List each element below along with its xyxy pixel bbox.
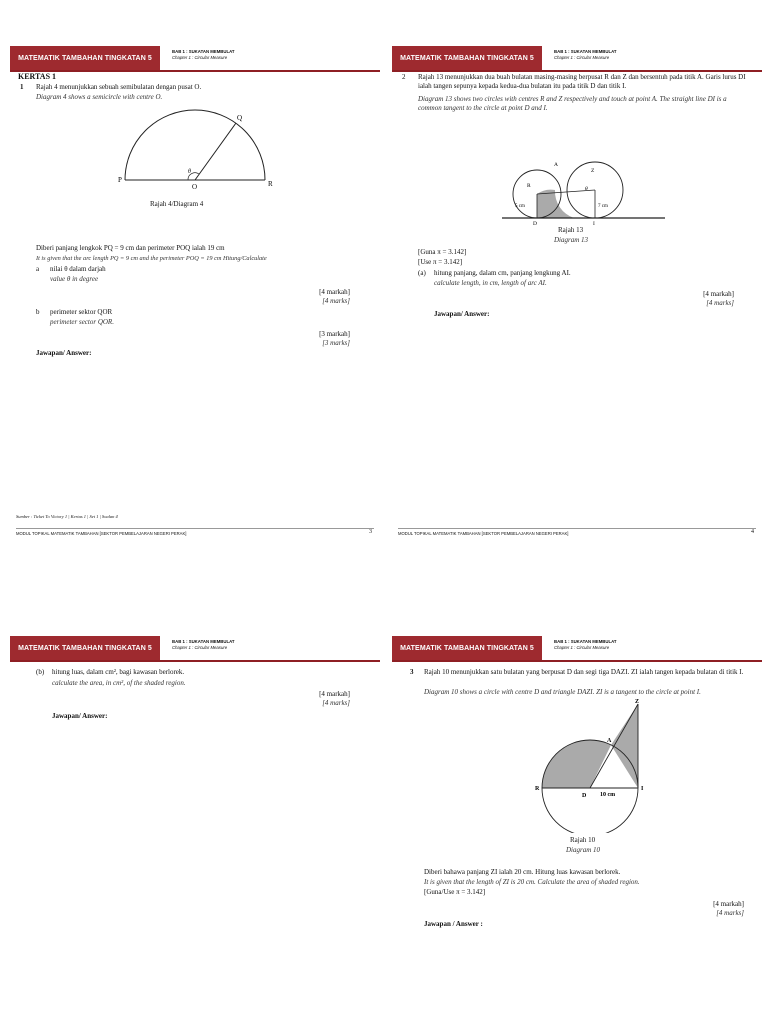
page-number: 4 <box>751 529 754 535</box>
use-pi: [Guna/Use π = 3.142] <box>424 888 486 896</box>
page-4 <box>392 628 762 1024</box>
part-b-en: calculate the area, in cm², of the shaded region. <box>52 679 186 687</box>
label-i: I <box>593 221 595 226</box>
shaded-segment <box>542 740 611 788</box>
two-circles-diagram <box>497 156 672 226</box>
marks-en: [4 marks] <box>716 909 744 917</box>
question-text-en: Diagram 4 shows a semicircle with centre O. <box>36 93 163 101</box>
question-text-en: Diagram 10 shows a circle with centre D and triangle DAZI. ZI is a tangent to the circle at point I. <box>424 688 701 696</box>
label-a: A <box>607 738 612 744</box>
source-note: Sumber : Ticket To Victory 1 | Kertas 1 | Set 1 | Soalan 4 <box>16 514 118 519</box>
part-b-letter: (b) <box>36 668 45 676</box>
marks-en: [4 marks] <box>706 299 734 307</box>
part-a-ms: hitung panjang, dalam cm, panjang lengkung AI. <box>434 269 571 277</box>
part-a-marks-en: [4 marks] <box>322 297 350 305</box>
part-b-marks-en: [3 marks] <box>322 339 350 347</box>
part-b-ms: hitung luas, dalam cm², bagi kawasan berlorek. <box>52 668 185 676</box>
part-b-marks-ms: [3 markah] <box>319 330 350 338</box>
marks-ms: [4 markah] <box>713 900 744 908</box>
diagram-caption-en: Diagram 13 <box>554 236 589 244</box>
label-theta: θ <box>585 186 588 192</box>
label-r: R <box>527 183 531 189</box>
given-text-ms: Diberi bahawa panjang ZI ialah 20 cm. Hitung luas kawasan berlorek. <box>424 868 621 876</box>
part-a-marks-ms: [4 markah] <box>319 288 350 296</box>
given-text-en: It is given that the arc length PQ = 9 cm and the perimeter POQ = 19 cm Hitung/Calculate <box>36 255 267 262</box>
label-d: D <box>533 221 537 226</box>
page-3 <box>10 628 380 1024</box>
diagram-caption-ms: Rajah 10 <box>570 836 596 844</box>
diagram-caption-en: Diagram 10 <box>566 846 601 854</box>
part-b-en: perimeter sector QOR. <box>50 318 114 326</box>
answer-label: Jawapan/ Answer: <box>52 712 108 720</box>
header-chapter: BAB 1 : SUKATAN MEMBULAT Chapter 1 : Circular Measure <box>554 639 617 650</box>
page-header <box>10 46 380 72</box>
label-theta: θ <box>188 169 191 175</box>
label-r: R <box>535 786 540 792</box>
answer-label: Jawapan/ Answer: <box>36 349 92 357</box>
part-a-letter: a <box>36 265 40 273</box>
header-band-title: MATEMATIK TAMBAHAN TINGKATAN 5 <box>392 46 542 70</box>
header-chapter: BAB 1 : SUKATAN MEMBULAT Chapter 1 : Circular Measure <box>172 49 235 60</box>
header-band-title: MATEMATIK TAMBAHAN TINGKATAN 5 <box>10 46 160 70</box>
diagram-caption: Rajah 4/Diagram 4 <box>150 200 204 208</box>
label-10cm: 10 cm <box>600 792 616 798</box>
circle-triangle-diagram <box>532 698 652 833</box>
page-header <box>392 46 762 72</box>
marks-en: [4 marks] <box>322 699 350 707</box>
label-o: O <box>192 183 198 191</box>
page-footer: MODUL TOPIKAL MATEMATIK TAMBAHAN [SEKTOR PEMBELAJARAN NEGERI PERAK] 3 <box>16 529 372 536</box>
page-header <box>10 636 380 662</box>
page-1 <box>10 38 380 538</box>
marks-ms: [4 markah] <box>319 690 350 698</box>
label-5cm: 5 cm <box>515 204 525 209</box>
question-text-ms: Rajah 13 menunjukkan dua buah bulatan masing-masing berpusat R dan Z dan bersentuh pada titik A. Garis lurus DI ialah tangen sepunya kepada kedua-dua bulatan itu pada titik D dan titik I. <box>418 73 746 90</box>
page-footer: MODUL TOPIKAL MATEMATIK TAMBAHAN [SEKTOR PEMBELAJARAN NEGERI PERAK] 4 <box>398 529 754 536</box>
label-z: Z <box>591 168 595 174</box>
question-text-ms: Rajah 10 menunjukkan satu bulatan yang berpusat D dan segi tiga DAZI. ZI ialah tangen kepada bulatan di titik I. <box>424 668 744 676</box>
part-b-ms: perimeter sektor QOR <box>50 308 113 316</box>
marks-ms: [4 markah] <box>703 290 734 298</box>
label-7cm: 7 cm <box>598 204 608 209</box>
label-d: D <box>582 793 587 799</box>
label-a: A <box>554 162 558 168</box>
radius-oq <box>195 123 236 180</box>
question-text-en: Diagram 13 shows two circles with centres R and Z respectively and touch at point A. The straight line DI is a common tangent to the circle at point D and I. <box>418 95 727 112</box>
question-number: 3 <box>410 668 414 676</box>
header-band-title: MATEMATIK TAMBAHAN TINGKATAN 5 <box>10 636 160 660</box>
semicircle-arc <box>125 110 265 180</box>
label-z: Z <box>635 699 640 705</box>
given-text-ms: Diberi panjang lengkok PQ = 9 cm dan perimeter POQ ialah 19 cm <box>36 244 225 252</box>
label-p: P <box>118 176 122 184</box>
answer-label: Jawapan/ Answer: <box>434 310 490 318</box>
shaded-triangle <box>611 704 638 788</box>
label-r: R <box>268 180 273 188</box>
page-header <box>392 636 762 662</box>
use-pi-en: [Use π = 3.142] <box>418 258 463 266</box>
header-band-title: MATEMATIK TAMBAHAN TINGKATAN 5 <box>392 636 542 660</box>
label-i: I <box>641 786 644 792</box>
header-chapter: BAB 1 : SUKATAN MEMBULAT Chapter 1 : Circular Measure <box>172 639 235 650</box>
question-text-ms: Rajah 4 menunjukkan sebuah semibulatan dengan pusat O. <box>36 83 202 91</box>
page-2 <box>392 38 762 538</box>
page-number: 3 <box>369 529 372 535</box>
given-text-en: It is given that the length of ZI is 20 cm. Calculate the area of shaded region. <box>424 878 640 886</box>
semicircle-diagram <box>110 106 285 191</box>
paper-title: KERTAS 1 <box>18 72 57 81</box>
question-number: 2 <box>402 73 406 81</box>
diagram-caption-ms: Rajah 13 <box>558 226 584 234</box>
part-b-letter: b <box>36 308 40 316</box>
label-q: Q <box>237 114 243 122</box>
part-a-en: value θ in degree <box>50 275 99 283</box>
part-a-ms: nilai θ dalam darjah <box>50 265 106 273</box>
question-number: 1 <box>20 83 24 91</box>
part-a-en: calculate length, in cm, length of arc AI. <box>434 279 547 287</box>
use-pi-ms: [Guna π = 3.142] <box>418 248 467 256</box>
answer-label: Jawapan / Answer : <box>424 920 483 928</box>
header-chapter: BAB 1 : SUKATAN MEMBULAT Chapter 1 : Circular Measure <box>554 49 617 60</box>
part-a-letter: (a) <box>418 269 426 277</box>
